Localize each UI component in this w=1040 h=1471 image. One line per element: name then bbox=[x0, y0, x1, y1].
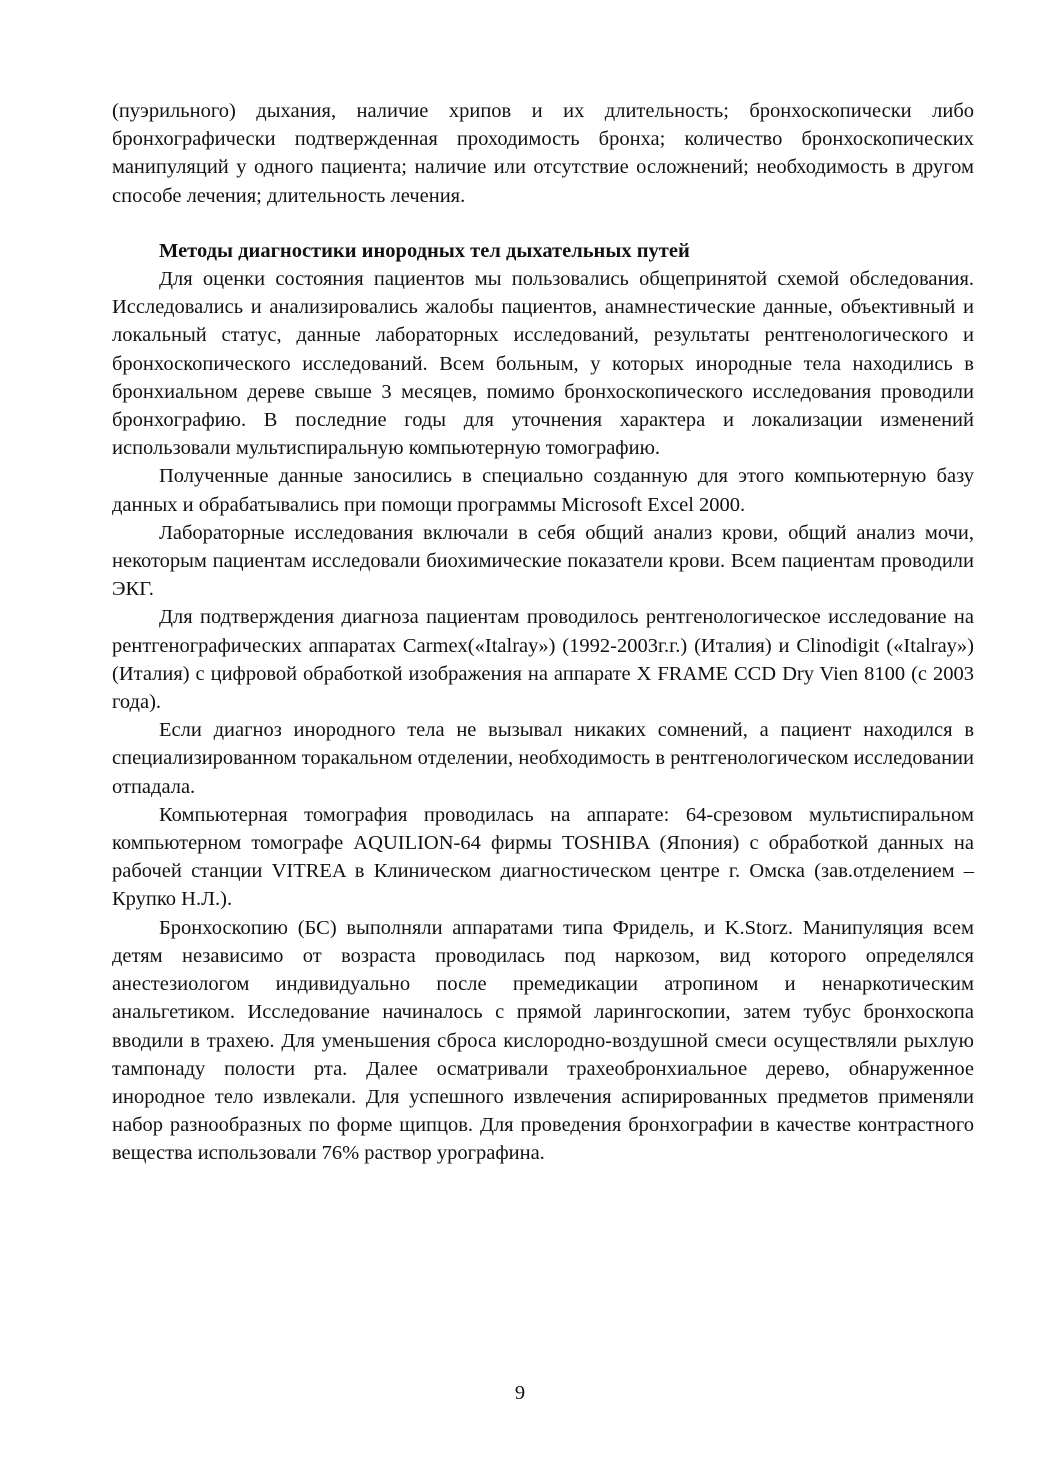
paragraph-methods-overview: Для оценки состояния пациентов мы пользовались общепринятой схемой обследования. Исследовались и анализировались жалобы пациентов, анамнестические данные, объективный и локальный статус, данные лабораторных исследований, результаты рентгенологического и бронхоскопического исследований. Всем больным, у которых инородные тела находились в бронхиальном дереве свыше 3 месяцев, помимо бронхоскопического исследования проводили бронхографию. В последние годы для уточнения характера и локализации изменений использовали мультиспиральную компьютерную томографию. bbox=[112, 268, 974, 460]
paragraph-database: Полученные данные заносились в специально созданную для этого компьютерную базу данных и обрабатывались при помощи программы Microsoft Excel 2000. bbox=[112, 465, 974, 516]
page-number: 9 bbox=[514, 1382, 526, 1404]
paragraph-xray: Для подтверждения диагноза пациентам проводилось рентгенологическое исследование на рентгенографических аппаратах Carmex(«Italray») (1992-2003г.г.) (Италия) и Clinodigit («Italray») (Италия) с цифровой обработкой изображения на аппарате X FRAME CCD Dry Vien 8100 (с 2003 года). bbox=[112, 606, 974, 714]
paragraph-gap bbox=[112, 210, 974, 237]
intro-paragraph: (пуэрильного) дыхания, наличие хрипов и их длительность; бронхоскопически либо бронхографически подтвержденная проходимость бронха; количество бронхоскопических манипуляций у одного пациента; наличие или отсутствие осложнений; необходимость в другом способе лечения; длительность лечения. bbox=[112, 100, 974, 207]
document-page bbox=[112, 97, 974, 1168]
paragraph-laboratory: Лабораторные исследования включали в себя общий анализ крови, общий анализ мочи, некоторым пациентам исследовали биохимические показатели крови. Всем пациентам проводили ЭКГ. bbox=[112, 521, 974, 601]
section-heading: Методы диагностики инородных тел дыхательных путей bbox=[159, 239, 690, 262]
paragraph-bronchoscopy: Бронхоскопию (БС) выполняли аппаратами типа Фридель, и K.Storz. Манипуляция всем детям независимо от возраста проводилась под наркозом, вид которого определялся анестезиологом индивидуально после премедикации атропином и ненаркотическим анальгетиком. Исследование начиналось с прямой ларингоскопии, затем тубус бронхоскопа вводили в трахею. Для уменьшения сброса кислородно-воздушной смеси осуществляли рыхлую тампонаду полости рта. Далее осматривали трахеобронхиальное дерево, обнаруженное инородное тело извлекали. Для успешного извлечения аспирированных предметов применяли набор разнообразных по форме щипцов. Для проведения бронхографии в качестве контрастного вещества использовали 76% раствор урографина. bbox=[112, 916, 974, 1165]
paragraph-ct: Компьютерная томография проводилась на аппарате: 64-срезовом мультиспиральном компьютерном томографе AQUILION-64 фирмы TOSHIBA (Япония) с обработкой данных на рабочей станции VITREA в Клиническом диагностическом центре г. Омска (зав.отделением – Крупко Н.Л.). bbox=[112, 803, 974, 911]
paragraph-diagnosis: Если диагноз инородного тела не вызывал никаких сомнений, а пациент находился в специализированном торакальном отделении, необходимость в рентгенологическом исследовании отпадала. bbox=[112, 719, 974, 798]
